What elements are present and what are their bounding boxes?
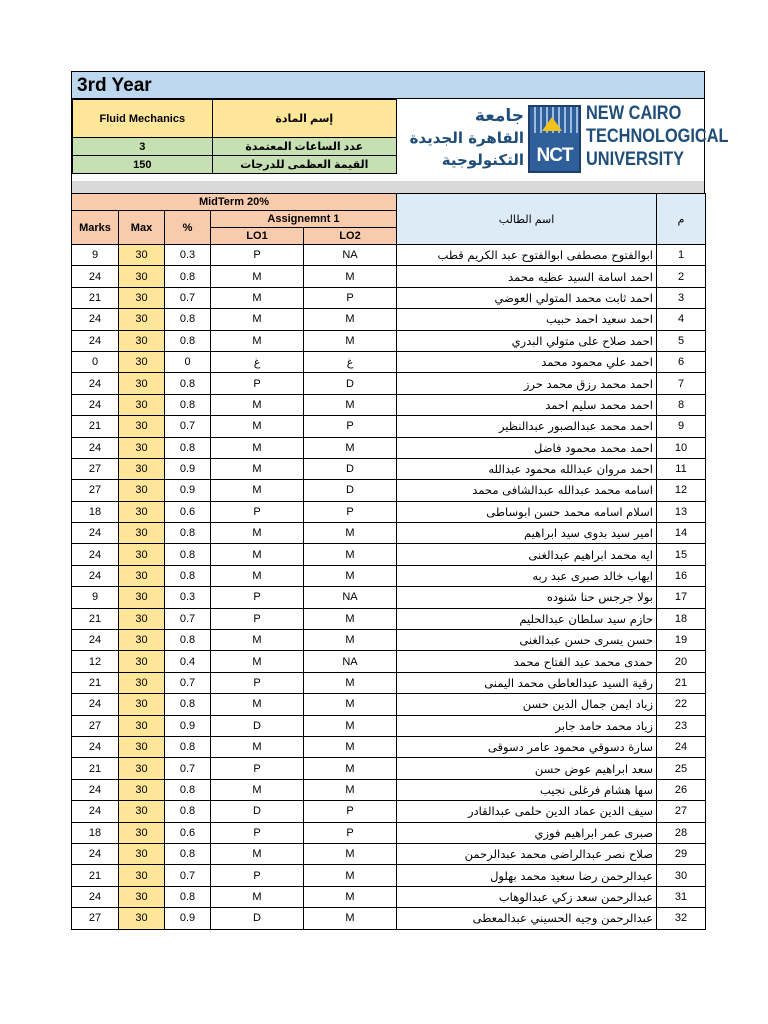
- lo1-cell: M: [211, 565, 304, 586]
- lo2-cell: D: [304, 480, 397, 501]
- lo2-cell: M: [304, 779, 397, 800]
- lo2-cell: M: [304, 908, 397, 929]
- percent-cell: 0.8: [165, 565, 211, 586]
- percent-cell: 0.3: [165, 245, 211, 266]
- marks-cell: 0: [72, 351, 119, 372]
- marks-cell: 21: [72, 672, 119, 693]
- lo1-cell: M: [211, 694, 304, 715]
- student-name-cell: سها هشام فرغلى نجيب: [397, 779, 657, 800]
- marks-cell: 24: [72, 544, 119, 565]
- table-row: [72, 351, 706, 372]
- index-cell: 6: [657, 351, 706, 372]
- percent-cell: 0.8: [165, 394, 211, 415]
- index-cell: 32: [657, 908, 706, 929]
- student-name-cell: عبدالرحمن وجيه الحسيني عبدالمعطى: [397, 908, 657, 929]
- index-cell: 25: [657, 758, 706, 779]
- table-row: [72, 758, 706, 779]
- student-name-cell: اسلام اسامه محمد حسن ابوساطى: [397, 501, 657, 522]
- lo1-cell: غ: [211, 351, 304, 372]
- lo2-cell: P: [304, 416, 397, 437]
- max-cell: 30: [119, 758, 165, 779]
- index-cell: 3: [657, 287, 706, 308]
- percent-cell: 0.8: [165, 266, 211, 287]
- max-cell: 30: [119, 480, 165, 501]
- student-name-cell: احمد صلاح على متولي البدري: [397, 330, 657, 351]
- max-header: Max: [119, 211, 165, 245]
- table-row: [72, 865, 706, 886]
- index-cell: 31: [657, 886, 706, 907]
- percent-cell: 0.7: [165, 608, 211, 629]
- table-row: [72, 908, 706, 929]
- lo1-cell: M: [211, 843, 304, 864]
- percent-cell: 0.8: [165, 437, 211, 458]
- table-row: [72, 843, 706, 864]
- lo2-cell: M: [304, 630, 397, 651]
- student-name-cell: احمد محمد عبدالصبور عبدالنظير: [397, 416, 657, 437]
- max-cell: 30: [119, 501, 165, 522]
- marks-cell: 24: [72, 843, 119, 864]
- percent-cell: 0.8: [165, 736, 211, 757]
- index-cell: 13: [657, 501, 706, 522]
- marks-cell: 27: [72, 715, 119, 736]
- marks-cell: 18: [72, 822, 119, 843]
- index-cell: 11: [657, 458, 706, 479]
- percent-cell: 0.3: [165, 587, 211, 608]
- lo2-cell: P: [304, 801, 397, 822]
- lo2-header: LO2: [304, 228, 397, 245]
- marks-cell: 27: [72, 480, 119, 501]
- student-name-cell: ايهاب خالد صبرى عبد ربه: [397, 565, 657, 586]
- table-row: [72, 715, 706, 736]
- lo1-cell: M: [211, 779, 304, 800]
- index-cell: 12: [657, 480, 706, 501]
- marks-cell: 24: [72, 394, 119, 415]
- percent-cell: 0.9: [165, 458, 211, 479]
- index-cell: 27: [657, 801, 706, 822]
- lo2-cell: D: [304, 458, 397, 479]
- max-cell: 30: [119, 266, 165, 287]
- table-row: [72, 416, 706, 437]
- student-name-cell: سيف الدين عماد الدين حلمى عبدالقادر: [397, 801, 657, 822]
- max-cell: 30: [119, 779, 165, 800]
- table-row: [72, 694, 706, 715]
- lo1-cell: P: [211, 373, 304, 394]
- student-name-cell: اسامه محمد عبدالله عبدالشافى محمد: [397, 480, 657, 501]
- student-name-cell: حسن يسرى حسن عبدالغنى: [397, 630, 657, 651]
- index-cell: 26: [657, 779, 706, 800]
- index-cell: 18: [657, 608, 706, 629]
- max-cell: 30: [119, 843, 165, 864]
- student-name-cell: احمد اسامة السيد عطيه محمد: [397, 266, 657, 287]
- marks-cell: 24: [72, 565, 119, 586]
- lo2-cell: M: [304, 865, 397, 886]
- max-cell: 30: [119, 865, 165, 886]
- lo1-cell: D: [211, 715, 304, 736]
- index-cell: 10: [657, 437, 706, 458]
- lo1-cell: M: [211, 266, 304, 287]
- lo2-cell: M: [304, 544, 397, 565]
- marks-cell: 18: [72, 501, 119, 522]
- marks-cell: 21: [72, 865, 119, 886]
- grades-table: [71, 193, 706, 930]
- table-row: [72, 245, 706, 266]
- max-cell: 30: [119, 565, 165, 586]
- index-cell: 19: [657, 630, 706, 651]
- marks-cell: 24: [72, 330, 119, 351]
- lo2-cell: M: [304, 565, 397, 586]
- lo1-cell: M: [211, 458, 304, 479]
- lo2-cell: M: [304, 694, 397, 715]
- marks-cell: 24: [72, 736, 119, 757]
- percent-cell: 0.8: [165, 523, 211, 544]
- marks-cell: 9: [72, 245, 119, 266]
- lo2-cell: M: [304, 758, 397, 779]
- student-name-cell: ايه محمد ابراهيم عبدالغنى: [397, 544, 657, 565]
- max-cell: 30: [119, 694, 165, 715]
- lo1-cell: M: [211, 630, 304, 651]
- lo2-cell: M: [304, 886, 397, 907]
- index-cell: 28: [657, 822, 706, 843]
- lo2-cell: D: [304, 373, 397, 394]
- lo1-cell: P: [211, 672, 304, 693]
- lo2-cell: M: [304, 736, 397, 757]
- percent-cell: 0.9: [165, 715, 211, 736]
- percent-cell: 0.8: [165, 544, 211, 565]
- percent-cell: 0.9: [165, 480, 211, 501]
- marks-cell: 27: [72, 458, 119, 479]
- index-cell: 20: [657, 651, 706, 672]
- lo1-cell: M: [211, 416, 304, 437]
- table-row: [72, 587, 706, 608]
- marks-cell: 27: [72, 908, 119, 929]
- percent-cell: 0.7: [165, 672, 211, 693]
- lo1-cell: P: [211, 608, 304, 629]
- lo2-cell: M: [304, 437, 397, 458]
- marks-cell: 24: [72, 779, 119, 800]
- max-cell: 30: [119, 309, 165, 330]
- lo1-cell: P: [211, 587, 304, 608]
- percent-cell: 0.6: [165, 822, 211, 843]
- percent-cell: 0.7: [165, 287, 211, 308]
- index-cell: 16: [657, 565, 706, 586]
- lo1-cell: M: [211, 330, 304, 351]
- lo1-cell: M: [211, 523, 304, 544]
- percent-cell: 0.7: [165, 758, 211, 779]
- lo1-cell: P: [211, 865, 304, 886]
- percent-cell: 0.4: [165, 651, 211, 672]
- table-row: [72, 822, 706, 843]
- marks-cell: 24: [72, 886, 119, 907]
- percent-cell: 0.8: [165, 630, 211, 651]
- index-cell: 29: [657, 843, 706, 864]
- lo1-cell: P: [211, 245, 304, 266]
- course-name-label: إسم المادة: [212, 100, 396, 138]
- lo1-cell: M: [211, 394, 304, 415]
- max-cell: 30: [119, 736, 165, 757]
- student-name-cell: احمد مروان عبدالله محمود عبدالله: [397, 458, 657, 479]
- credit-hours-label: عدد الساعات المعتمدة: [212, 138, 396, 156]
- percent-cell: 0.6: [165, 501, 211, 522]
- max-grade-label: القيمة العظمى للدرجات: [212, 156, 396, 174]
- lo1-cell: M: [211, 651, 304, 672]
- index-cell: 21: [657, 672, 706, 693]
- marks-cell: 12: [72, 651, 119, 672]
- index-header: م: [657, 194, 706, 245]
- percent-cell: 0.8: [165, 801, 211, 822]
- student-name-cell: صبرى عمر ابراهيم فوزي: [397, 822, 657, 843]
- max-cell: 30: [119, 330, 165, 351]
- midterm-header: MidTerm 20%: [72, 194, 397, 211]
- max-cell: 30: [119, 523, 165, 544]
- max-cell: 30: [119, 715, 165, 736]
- percent-cell: 0.8: [165, 373, 211, 394]
- max-cell: 30: [119, 608, 165, 629]
- course-name: Fluid Mechanics: [73, 100, 213, 138]
- assignment-header: Assignemnt 1: [211, 211, 397, 228]
- marks-cell: 21: [72, 758, 119, 779]
- max-cell: 30: [119, 351, 165, 372]
- lo1-cell: P: [211, 758, 304, 779]
- student-name-cell: احمد سعيد احمد حبيب: [397, 309, 657, 330]
- table-row: [72, 480, 706, 501]
- lo2-cell: M: [304, 309, 397, 330]
- index-cell: 14: [657, 523, 706, 544]
- max-cell: 30: [119, 394, 165, 415]
- lo1-header: LO1: [211, 228, 304, 245]
- marks-cell: 21: [72, 416, 119, 437]
- year-title: 3rd Year: [71, 71, 705, 99]
- lo1-cell: D: [211, 908, 304, 929]
- max-cell: 30: [119, 801, 165, 822]
- student-name-cell: احمد ثابت محمد المتولي العوضي: [397, 287, 657, 308]
- lo2-cell: P: [304, 287, 397, 308]
- logo-emblem-icon: NCT: [528, 105, 581, 173]
- student-name-cell: حمدى محمد عبد الفتاح محمد: [397, 651, 657, 672]
- percent-cell: 0.8: [165, 694, 211, 715]
- lo1-cell: P: [211, 501, 304, 522]
- lo2-cell: NA: [304, 651, 397, 672]
- marks-cell: 21: [72, 287, 119, 308]
- student-name-cell: سعد ابراهيم عوض حسن: [397, 758, 657, 779]
- index-cell: 7: [657, 373, 706, 394]
- index-cell: 23: [657, 715, 706, 736]
- student-name-cell: احمد محمد رزق محمد حرز: [397, 373, 657, 394]
- lo2-cell: NA: [304, 245, 397, 266]
- percent-cell: 0.8: [165, 309, 211, 330]
- table-row: [72, 266, 706, 287]
- table-row: [72, 287, 706, 308]
- lo1-cell: M: [211, 736, 304, 757]
- logo-arabic-text: جامعة القاهرة الجديدة التكنولوجية: [409, 106, 524, 169]
- marks-cell: 24: [72, 630, 119, 651]
- percent-cell: 0.8: [165, 886, 211, 907]
- lo1-cell: M: [211, 437, 304, 458]
- max-cell: 30: [119, 630, 165, 651]
- student-name-cell: عبدالرحمن سعد زكي عبدالوهاب: [397, 886, 657, 907]
- max-cell: 30: [119, 886, 165, 907]
- student-name-cell: صلاح نصر عبدالراضى محمد عبدالرحمن: [397, 843, 657, 864]
- lo2-cell: M: [304, 672, 397, 693]
- percent-cell: 0.8: [165, 330, 211, 351]
- index-cell: 17: [657, 587, 706, 608]
- student-name-cell: امير سيد بدوى سيد ابراهيم: [397, 523, 657, 544]
- table-row: [72, 394, 706, 415]
- marks-cell: 24: [72, 266, 119, 287]
- lo2-cell: M: [304, 843, 397, 864]
- percent-cell: 0.9: [165, 908, 211, 929]
- index-cell: 4: [657, 309, 706, 330]
- table-row: [72, 501, 706, 522]
- percent-cell: 0.7: [165, 416, 211, 437]
- table-row: [72, 565, 706, 586]
- student-name-cell: سارة دسوقي محمود عامر دسوقى: [397, 736, 657, 757]
- table-row: [72, 608, 706, 629]
- lo2-cell: M: [304, 608, 397, 629]
- marks-cell: 24: [72, 523, 119, 544]
- lo2-cell: M: [304, 715, 397, 736]
- course-info-section: [71, 99, 729, 181]
- marks-header: Marks: [72, 211, 119, 245]
- student-name-cell: بولا جرجس حنا شنوده: [397, 587, 657, 608]
- student-name-cell: احمد محمد سليم احمد: [397, 394, 657, 415]
- student-name-cell: زياد محمد حامد جابر: [397, 715, 657, 736]
- marks-cell: 24: [72, 309, 119, 330]
- student-name-cell: احمد علي محمود محمد: [397, 351, 657, 372]
- marks-cell: 24: [72, 694, 119, 715]
- index-cell: 30: [657, 865, 706, 886]
- table-row: [72, 736, 706, 757]
- max-cell: 30: [119, 458, 165, 479]
- lo2-cell: NA: [304, 587, 397, 608]
- marks-cell: 24: [72, 801, 119, 822]
- lo1-cell: M: [211, 480, 304, 501]
- student-name-cell: احمد محمد محمود فاضل: [397, 437, 657, 458]
- lo1-cell: M: [211, 544, 304, 565]
- table-row: [72, 630, 706, 651]
- index-cell: 2: [657, 266, 706, 287]
- student-name-cell: ابوالفتوح مصطفى ابوالفتوح عبد الكريم قطب: [397, 245, 657, 266]
- table-row: [72, 672, 706, 693]
- student-name-cell: رقية السيد عبدالعاطى محمد اليمنى: [397, 672, 657, 693]
- index-cell: 24: [657, 736, 706, 757]
- lo2-cell: M: [304, 330, 397, 351]
- index-cell: 8: [657, 394, 706, 415]
- max-cell: 30: [119, 416, 165, 437]
- lo1-cell: P: [211, 822, 304, 843]
- table-row: [72, 373, 706, 394]
- marks-cell: 9: [72, 587, 119, 608]
- separator-band: [71, 181, 705, 193]
- index-cell: 22: [657, 694, 706, 715]
- max-cell: 30: [119, 245, 165, 266]
- grade-rows: [72, 245, 706, 930]
- credit-hours-value: 3: [73, 138, 213, 156]
- max-cell: 30: [119, 287, 165, 308]
- logo-english-text: NEW CAIRO TECHNOLOGICAL UNIVERSITY: [586, 103, 729, 170]
- table-row: [72, 544, 706, 565]
- max-cell: 30: [119, 373, 165, 394]
- table-row: [72, 523, 706, 544]
- percent-cell: 0.8: [165, 779, 211, 800]
- lo1-cell: D: [211, 801, 304, 822]
- index-cell: 5: [657, 330, 706, 351]
- index-cell: 9: [657, 416, 706, 437]
- lo2-cell: M: [304, 523, 397, 544]
- student-name-cell: عبدالرحمن رضا سعيد محمد بهلول: [397, 865, 657, 886]
- percent-cell: 0.8: [165, 843, 211, 864]
- lo1-cell: M: [211, 309, 304, 330]
- table-row: [72, 309, 706, 330]
- lo1-cell: M: [211, 287, 304, 308]
- marks-cell: 24: [72, 373, 119, 394]
- lo2-cell: P: [304, 822, 397, 843]
- table-row: [72, 886, 706, 907]
- university-logo: [399, 100, 729, 178]
- table-row: [72, 779, 706, 800]
- max-grade-value: 150: [73, 156, 213, 174]
- percent-header: %: [165, 211, 211, 245]
- index-cell: 1: [657, 245, 706, 266]
- grade-sheet: [71, 71, 729, 930]
- table-row: [72, 437, 706, 458]
- max-cell: 30: [119, 651, 165, 672]
- lo2-cell: M: [304, 394, 397, 415]
- table-row: [72, 458, 706, 479]
- lo1-cell: M: [211, 886, 304, 907]
- percent-cell: 0.7: [165, 865, 211, 886]
- max-cell: 30: [119, 908, 165, 929]
- student-name-cell: حازم سيد سلطان عبدالحليم: [397, 608, 657, 629]
- max-cell: 30: [119, 437, 165, 458]
- max-cell: 30: [119, 544, 165, 565]
- marks-cell: 24: [72, 437, 119, 458]
- course-info-table: [72, 99, 397, 174]
- max-cell: 30: [119, 672, 165, 693]
- table-row: [72, 330, 706, 351]
- max-cell: 30: [119, 822, 165, 843]
- percent-cell: 0: [165, 351, 211, 372]
- lo2-cell: غ: [304, 351, 397, 372]
- marks-cell: 21: [72, 608, 119, 629]
- max-cell: 30: [119, 587, 165, 608]
- student-name-cell: زياد ايمن جمال الدين حسن: [397, 694, 657, 715]
- student-name-header: اسم الطالب: [397, 194, 657, 245]
- index-cell: 15: [657, 544, 706, 565]
- lo2-cell: M: [304, 266, 397, 287]
- table-row: [72, 801, 706, 822]
- table-row: [72, 651, 706, 672]
- lo2-cell: P: [304, 501, 397, 522]
